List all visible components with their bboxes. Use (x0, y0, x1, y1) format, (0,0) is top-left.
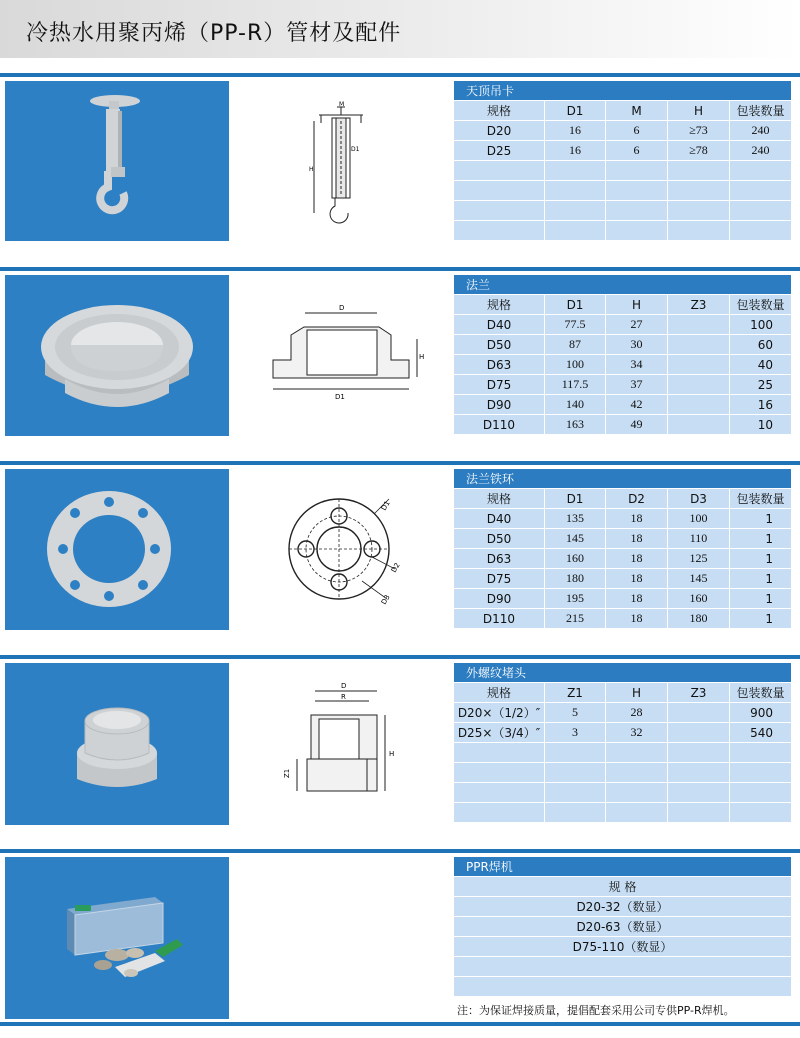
section-divider (0, 461, 800, 465)
drawing-ceiling-hanger (229, 81, 453, 241)
table-row (454, 937, 792, 957)
col-header: H (606, 295, 668, 315)
cell: 900 (730, 703, 792, 723)
cell: 25 (730, 375, 792, 395)
cell: 18 (606, 529, 668, 549)
table-caption: PPR焊机 (454, 857, 792, 877)
table-row (454, 395, 792, 415)
col-header: D3 (668, 489, 730, 509)
cell: 16 (545, 121, 606, 141)
cell: 18 (606, 509, 668, 529)
cell: D75-110（数显） (454, 937, 792, 957)
section-divider (0, 73, 800, 77)
cell: 125 (668, 549, 730, 569)
cell: 32 (606, 723, 668, 743)
cell: D90 (454, 589, 545, 609)
empty-row (454, 161, 792, 181)
drawing-label-d: D (339, 304, 345, 312)
product-photo-ceiling-hanger (5, 81, 229, 241)
cell: 28 (606, 703, 668, 723)
empty-row (454, 181, 792, 201)
section-divider (0, 1022, 800, 1026)
table-caption: 法兰铁环 (454, 469, 792, 489)
empty-row (454, 783, 792, 803)
col-header: 规格 (454, 683, 545, 703)
table-row (454, 529, 792, 549)
cell: 18 (606, 589, 668, 609)
cell (668, 335, 730, 355)
cell: 1 (730, 529, 792, 549)
cell: D20 (454, 121, 545, 141)
cell (668, 415, 730, 435)
table-row (454, 589, 792, 609)
table-row (454, 897, 792, 917)
spec-table-flange (453, 274, 792, 435)
cell: D50 (454, 529, 545, 549)
drawing-label-d1: D1 (335, 393, 345, 401)
empty-row (454, 221, 792, 241)
product-photo-flange (5, 275, 229, 436)
cell: 215 (545, 609, 606, 629)
cell: 163 (545, 415, 606, 435)
cell: 100 (668, 509, 730, 529)
cell: D20-32（数显） (454, 897, 792, 917)
cell: D110 (454, 609, 545, 629)
cell: D50 (454, 335, 545, 355)
col-header: Z3 (668, 295, 730, 315)
drawing-label-d2: D2 (389, 561, 402, 574)
cell: 18 (606, 569, 668, 589)
drawing-label-m: M (339, 101, 345, 108)
cell: D75 (454, 569, 545, 589)
product-photo-threaded-plug (5, 663, 229, 825)
col-header: D2 (606, 489, 668, 509)
cell: 145 (668, 569, 730, 589)
cell: 5 (545, 703, 606, 723)
section-divider (0, 267, 800, 271)
cell: 1 (730, 589, 792, 609)
cell: 60 (730, 335, 792, 355)
col-header: Z3 (668, 683, 730, 703)
drawing-label-d1: D1 (351, 146, 360, 153)
col-header: 包装数量 (730, 489, 792, 509)
cell: D20×（1/2）″ (454, 703, 545, 723)
page-title-bar (0, 0, 800, 58)
table-caption: 外螺纹堵头 (454, 663, 792, 683)
spec-table-threaded-plug (453, 662, 792, 823)
drawing-label-d: D (341, 682, 347, 690)
cell: 240 (730, 121, 792, 141)
cell: 30 (606, 335, 668, 355)
table-row (454, 335, 792, 355)
col-header: Z1 (545, 683, 606, 703)
drawing-welding-machine-blank (229, 857, 453, 1019)
cell: ≥78 (668, 141, 730, 161)
empty-row (454, 743, 792, 763)
col-header: D1 (545, 295, 606, 315)
drawing-label-h: H (419, 353, 425, 361)
col-header: D1 (545, 101, 606, 121)
cell: 160 (545, 549, 606, 569)
table-row (454, 415, 792, 435)
cell: 34 (606, 355, 668, 375)
cell: D75 (454, 375, 545, 395)
spec-table-welding-machine (453, 856, 792, 997)
col-header: H (668, 101, 730, 121)
cell: 180 (545, 569, 606, 589)
table-row (454, 569, 792, 589)
cell: D20-63（数显） (454, 917, 792, 937)
cell: 16 (730, 395, 792, 415)
drawing-label-z1: Z1 (283, 768, 291, 778)
col-header: 规格 (454, 489, 545, 509)
cell: D90 (454, 395, 545, 415)
cell: 1 (730, 509, 792, 529)
cell: D25×（3/4）″ (454, 723, 545, 743)
drawing-label-d1: D1 (379, 499, 392, 512)
product-photo-welding-machine (5, 857, 229, 1019)
cell: 1 (730, 549, 792, 569)
cell (668, 395, 730, 415)
col-header: M (606, 101, 668, 121)
table-row (454, 315, 792, 335)
col-header: H (606, 683, 668, 703)
cell: 100 (545, 355, 606, 375)
cell: 140 (545, 395, 606, 415)
cell: 110 (668, 529, 730, 549)
section-divider (0, 849, 800, 853)
table-row (454, 703, 792, 723)
cell: 117.5 (545, 375, 606, 395)
table-row (454, 609, 792, 629)
cell: 6 (606, 121, 668, 141)
cell: 3 (545, 723, 606, 743)
cell: 87 (545, 335, 606, 355)
col-header: 包装数量 (730, 295, 792, 315)
cell: 27 (606, 315, 668, 335)
table-row (454, 355, 792, 375)
cell (668, 315, 730, 335)
footnote: 注：为保证焊接质量，提倡配套采用公司专供PP-R焊机。 (457, 1004, 735, 1017)
cell: 135 (545, 509, 606, 529)
cell: 6 (606, 141, 668, 161)
cell: D63 (454, 355, 545, 375)
cell: 37 (606, 375, 668, 395)
cell: 18 (606, 609, 668, 629)
spec-table-ceiling-hanger (453, 80, 792, 241)
cell: 160 (668, 589, 730, 609)
cell: D110 (454, 415, 545, 435)
empty-row (454, 957, 792, 977)
col-header: 包装数量 (730, 101, 792, 121)
drawing-label-h: H (309, 166, 314, 173)
cell: 77.5 (545, 315, 606, 335)
empty-row (454, 803, 792, 823)
cell: 18 (606, 549, 668, 569)
cell: 1 (730, 569, 792, 589)
empty-row (454, 201, 792, 221)
table-row (454, 509, 792, 529)
cell: 180 (668, 609, 730, 629)
cell: D40 (454, 315, 545, 335)
cell (668, 703, 730, 723)
col-header: 规格 (454, 101, 545, 121)
col-header: 规 格 (454, 877, 792, 897)
drawing-label-r: R (341, 693, 346, 701)
cell: 1 (730, 609, 792, 629)
table-row (454, 549, 792, 569)
drawing-flange-ring (229, 469, 453, 630)
table-caption: 法兰 (454, 275, 792, 295)
empty-row (454, 977, 792, 997)
cell: 40 (730, 355, 792, 375)
table-row (454, 723, 792, 743)
cell: D25 (454, 141, 545, 161)
table-row (454, 375, 792, 395)
spec-table-flange-ring (453, 468, 792, 629)
drawing-threaded-plug (229, 663, 453, 825)
cell: 145 (545, 529, 606, 549)
cell: 42 (606, 395, 668, 415)
cell (668, 723, 730, 743)
cell: D40 (454, 509, 545, 529)
cell: 240 (730, 141, 792, 161)
col-header: D1 (545, 489, 606, 509)
col-header: 包装数量 (730, 683, 792, 703)
drawing-label-d3: D3 (379, 593, 392, 606)
cell (668, 375, 730, 395)
cell: 195 (545, 589, 606, 609)
cell: 16 (545, 141, 606, 161)
page-title: 冷热水用聚丙烯（PP-R）管材及配件 (26, 21, 402, 46)
product-photo-flange-ring (5, 469, 229, 630)
table-row (454, 917, 792, 937)
drawing-label-h: H (389, 750, 395, 758)
cell (668, 355, 730, 375)
empty-row (454, 763, 792, 783)
col-header: 规格 (454, 295, 545, 315)
cell: 100 (730, 315, 792, 335)
cell: 540 (730, 723, 792, 743)
cell: D63 (454, 549, 545, 569)
cell: 10 (730, 415, 792, 435)
table-caption: 天顶吊卡 (454, 81, 792, 101)
drawing-flange (229, 275, 453, 436)
cell: 49 (606, 415, 668, 435)
table-row (454, 121, 792, 141)
section-divider (0, 655, 800, 659)
cell: ≥73 (668, 121, 730, 141)
table-row (454, 141, 792, 161)
